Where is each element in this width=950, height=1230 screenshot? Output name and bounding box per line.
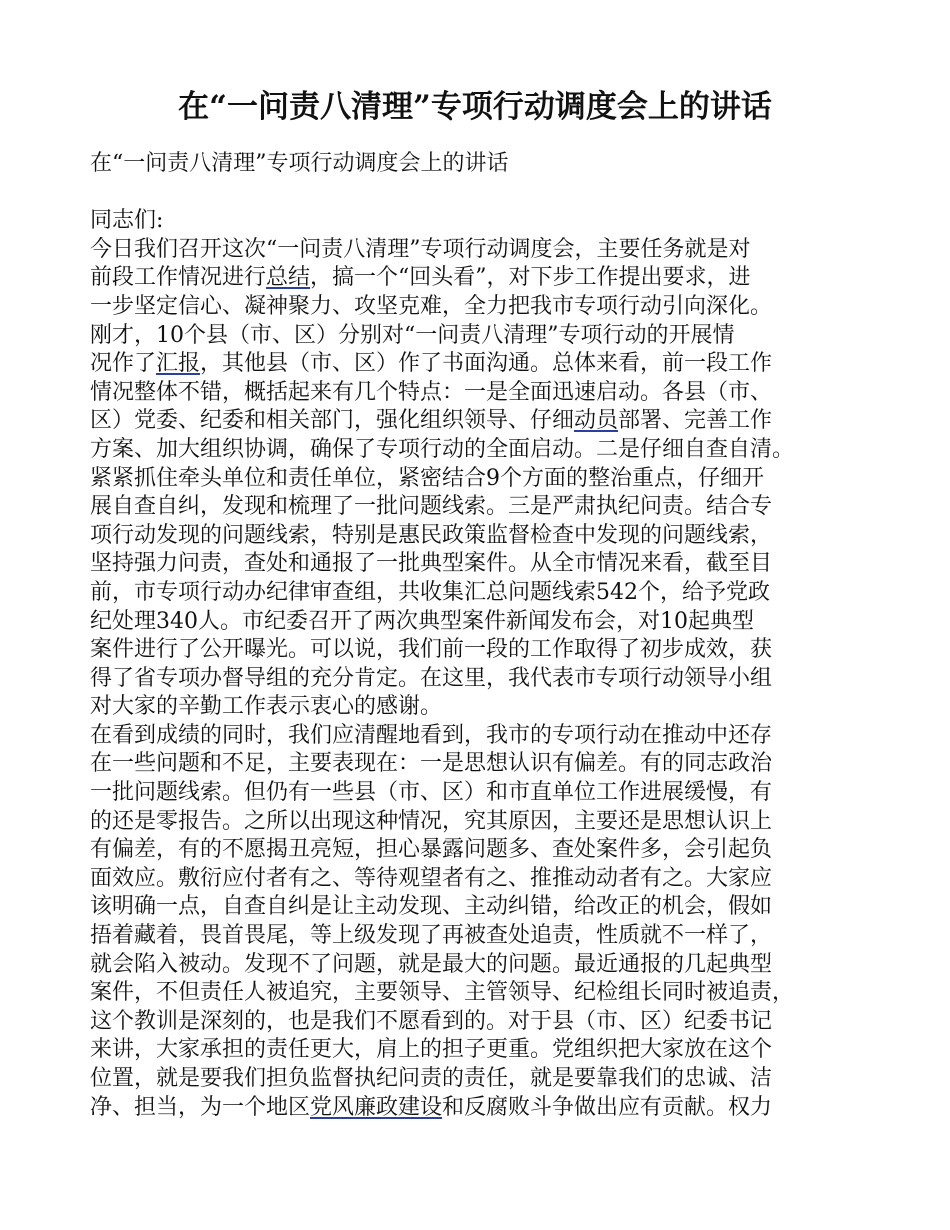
text-line: 捂着藏着，畏首畏尾，等上级发现了再被查处追责，性质就不一样了， bbox=[90, 923, 773, 949]
text-line bbox=[90, 1094, 890, 1123]
text-line: 今日我们召开这次“一问责八清理”专项行动调度会，主要任务就是对 bbox=[90, 236, 751, 262]
text-line: 项行动发现的问题线索，特别是惠民政策监督检查中发现的问题线索， bbox=[90, 522, 773, 548]
text-line: 坚持强力问责，查处和通报了一批典型案件。从全市情况来看，截至目 bbox=[90, 551, 773, 577]
text-segment: 前段工作情况进行 bbox=[90, 265, 267, 291]
document-body bbox=[90, 150, 890, 1122]
text-line: 对大家的辛勤工作表示衷心的感谢。 bbox=[90, 694, 443, 720]
inline-link[interactable]: 总结 bbox=[266, 265, 311, 291]
text-line: 就会陷入被动。发现不了问题，就是最大的问题。最近通报的几起典型 bbox=[90, 951, 773, 977]
text-segment: 况作了 bbox=[90, 351, 157, 377]
text-line: 该明确一点，自查自纠是让主动发现、主动纠错，给改正的机会，假如 bbox=[90, 894, 773, 920]
text-line: 在看到成绩的同时，我们应清醒地看到，我市的专项行动在推动中还存 bbox=[90, 722, 773, 748]
blank-line bbox=[90, 179, 890, 208]
text-segment: 净、担当，为一个地区 bbox=[90, 1094, 311, 1120]
text-line: 紧紧抓住牵头单位和责任单位，紧密结合9个方面的整治重点，仔细开 bbox=[90, 465, 764, 491]
text-line: 来讲，大家承担的责任更大，肩上的担子更重。党组织把大家放在这个 bbox=[90, 1037, 773, 1063]
text-line bbox=[90, 350, 890, 379]
text-line: 一步坚定信心、凝神聚力、攻坚克难，全力把我市专项行动引向深化。 bbox=[90, 293, 773, 319]
text-line: 方案、加大组织协调，确保了专项行动的全面启动。二是仔细自查自清。 bbox=[90, 436, 795, 462]
text-segment: 区）党委、纪委和相关部门，强化组织领导、仔细 bbox=[90, 408, 575, 434]
text-line bbox=[90, 407, 890, 436]
text-line: 一批问题线索。但仍有一些县（市、区）和市直单位工作进展缓慢，有 bbox=[90, 780, 773, 806]
text-line: 得了省专项办督导组的充分肯定。在这里，我代表市专项行动领导小组 bbox=[90, 665, 773, 691]
paragraph-lines bbox=[90, 236, 890, 1122]
text-segment: 和反腐败斗争做出应有贡献。权力 bbox=[442, 1094, 773, 1120]
text-line: 案件，不但责任人被追究，主要领导、主管领导、纪检组长同时被追责， bbox=[90, 980, 795, 1006]
text-line: 的还是零报告。之所以出现这种情况，究其原因，主要还是思想认识上 bbox=[90, 808, 773, 834]
text-line: 面效应。敷衍应付者有之、等待观望者有之、推推动动者有之。大家应 bbox=[90, 865, 773, 891]
text-line: 在一些问题和不足，主要表现在：一是思想认识有偏差。有的同志政治 bbox=[90, 751, 773, 777]
text-segment: ，其他县（市、区）作了书面沟通。总体来看，前一段工作 bbox=[200, 351, 773, 377]
text-line: 位置，就是要我们担负监督执纪问责的责任，就是要靠我们的忠诚、洁 bbox=[90, 1066, 773, 1091]
page-title: 在“一问责八清理”专项行动调度会上的讲话 bbox=[178, 89, 772, 125]
text-line: 刚才，10个县（市、区）分别对“一问责八清理”专项行动的开展情 bbox=[90, 322, 735, 348]
inline-link[interactable]: 党风廉政建设 bbox=[310, 1094, 443, 1120]
text-segment: 部署、完善工作 bbox=[618, 408, 773, 434]
text-line: 有偏差，有的不愿揭丑亮短，担心暴露问题多、查处案件多，会引起负 bbox=[90, 837, 773, 863]
text-line bbox=[90, 264, 890, 293]
text-line: 纪处理340人。市纪委召开了两次典型案件新闻发布会，对10起典型 bbox=[90, 608, 754, 634]
text-line: 情况整体不错，概括起来有几个特点：一是全面迅速启动。各县（市、 bbox=[90, 379, 773, 405]
inline-link[interactable]: 动员 bbox=[574, 408, 619, 434]
salutation: 同志们: bbox=[90, 208, 164, 234]
text-line: 展自查自纠，发现和梳理了一批问题线索。三是严肃执纪问责。结合专 bbox=[90, 494, 773, 520]
inline-link[interactable]: 汇报 bbox=[156, 351, 201, 377]
text-line: 前，市专项行动办纪律审查组，共收集汇总问题线索542个，给予党政 bbox=[90, 579, 770, 605]
text-line: 这个教训是深刻的，也是我们不愿看到的。对于县（市、区）纪委书记 bbox=[90, 1008, 773, 1034]
subtitle: 在“一问责八清理”专项行动调度会上的讲话 bbox=[90, 151, 509, 176]
text-line: 案件进行了公开曝光。可以说，我们前一段的工作取得了初步成效，获 bbox=[90, 637, 773, 663]
text-segment: ，搞一个“回头看”，对下步工作提出要求，进 bbox=[310, 265, 751, 291]
